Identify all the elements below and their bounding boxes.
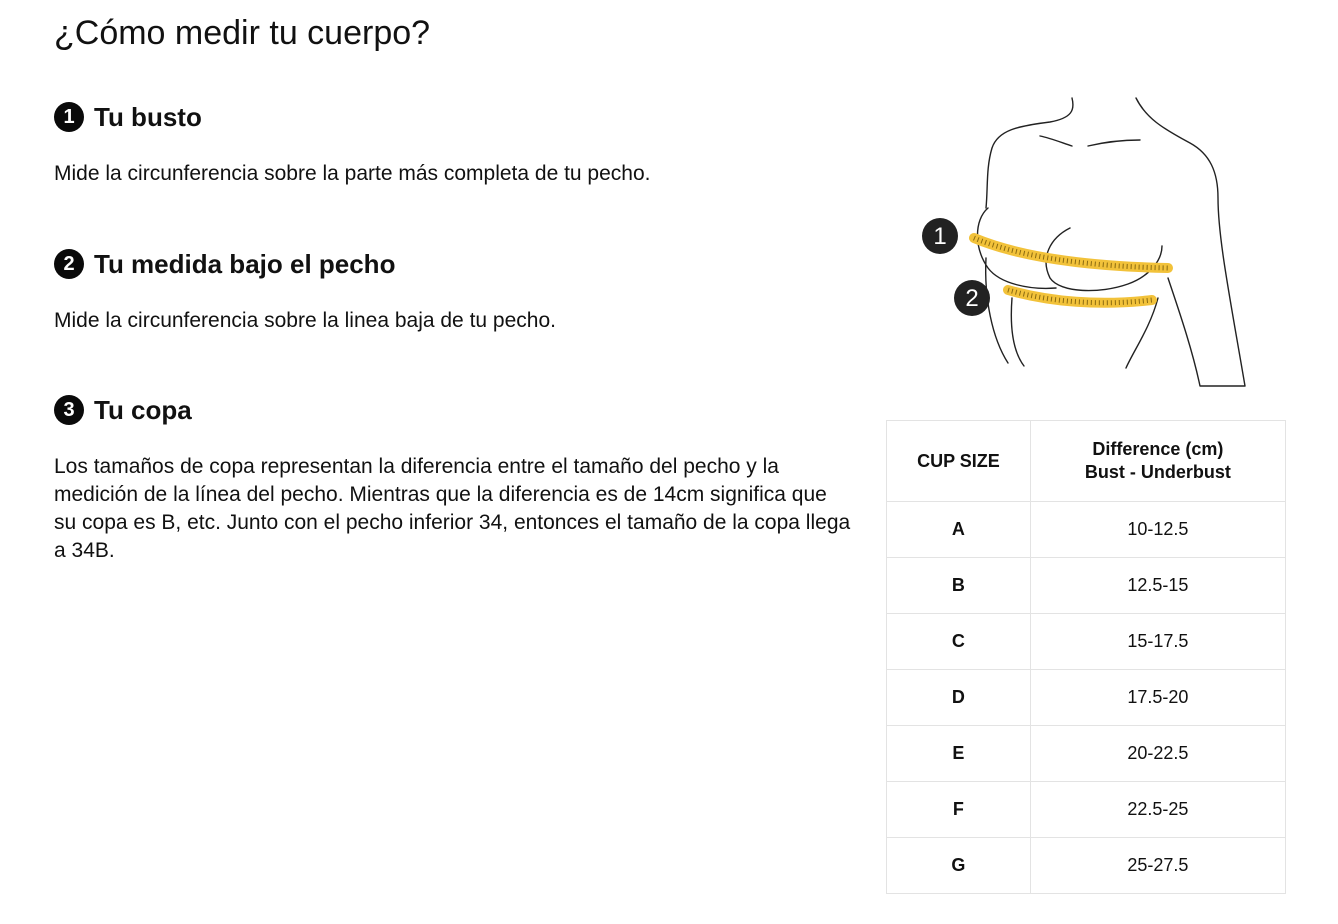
header-cup-size: CUP SIZE <box>887 421 1031 502</box>
marker-1-label: 1 <box>933 223 947 250</box>
section-heading-bust <box>54 101 202 133</box>
section-heading-cup <box>54 394 192 426</box>
section-heading-text: Tu copa <box>94 395 192 425</box>
number-badge-3: 3 <box>54 395 84 425</box>
cup-cell: G <box>887 838 1031 894</box>
header-difference <box>1030 421 1285 502</box>
marker-2-label: 2 <box>965 285 979 312</box>
body-measure-illustration <box>900 88 1286 394</box>
table-row <box>887 670 1286 726</box>
section-heading-underbust <box>54 248 395 280</box>
header-difference-line2: Bust - Underbust <box>1084 462 1231 482</box>
table-row <box>887 558 1286 614</box>
cup-cell: B <box>887 558 1031 614</box>
table-row <box>887 782 1286 838</box>
table-row <box>887 838 1286 894</box>
table-row <box>887 726 1286 782</box>
section-heading-text: Tu medida bajo el pecho <box>94 249 396 279</box>
tape-measure-underbust <box>1008 290 1152 303</box>
range-cell: 12.5-15 <box>1030 558 1285 614</box>
number-badge-1: 1 <box>54 102 84 132</box>
range-cell: 15-17.5 <box>1030 614 1285 670</box>
cup-cell: A <box>887 502 1031 558</box>
number-badge-2: 2 <box>54 249 84 279</box>
table-row <box>887 614 1286 670</box>
section-text-bust: Mide la circunferencia sobre la parte más completa de tu pecho. <box>54 162 651 185</box>
range-cell: 20-22.5 <box>1030 726 1285 782</box>
table-header-row <box>887 421 1286 502</box>
range-cell: 10-12.5 <box>1030 502 1285 558</box>
cup-size-table <box>886 420 1286 894</box>
range-cell: 25-27.5 <box>1030 838 1285 894</box>
section-text-underbust: Mide la circunferencia sobre la linea baja de tu pecho. <box>54 309 556 332</box>
section-heading-text: Tu busto <box>94 102 202 132</box>
cup-cell: F <box>887 782 1031 838</box>
torso-outline <box>978 98 1246 386</box>
cup-cell: D <box>887 670 1031 726</box>
range-cell: 22.5-25 <box>1030 782 1285 838</box>
cup-cell: C <box>887 614 1031 670</box>
header-difference-line1: Difference (cm) <box>1092 439 1224 459</box>
section-text-cup: Los tamaños de copa representan la diferencia entre el tamaño del pecho y la medición de la línea del pecho. Mientras que la diferencia es de 14cm significa que su copa es B, etc. Junto con el pecho inferior 34, entonces el tamaño de la copa llega a 34B. <box>54 455 851 562</box>
cup-cell: E <box>887 726 1031 782</box>
page-title: ¿Cómo medir tu cuerpo? <box>54 14 431 52</box>
table-row <box>887 502 1286 558</box>
range-cell: 17.5-20 <box>1030 670 1285 726</box>
